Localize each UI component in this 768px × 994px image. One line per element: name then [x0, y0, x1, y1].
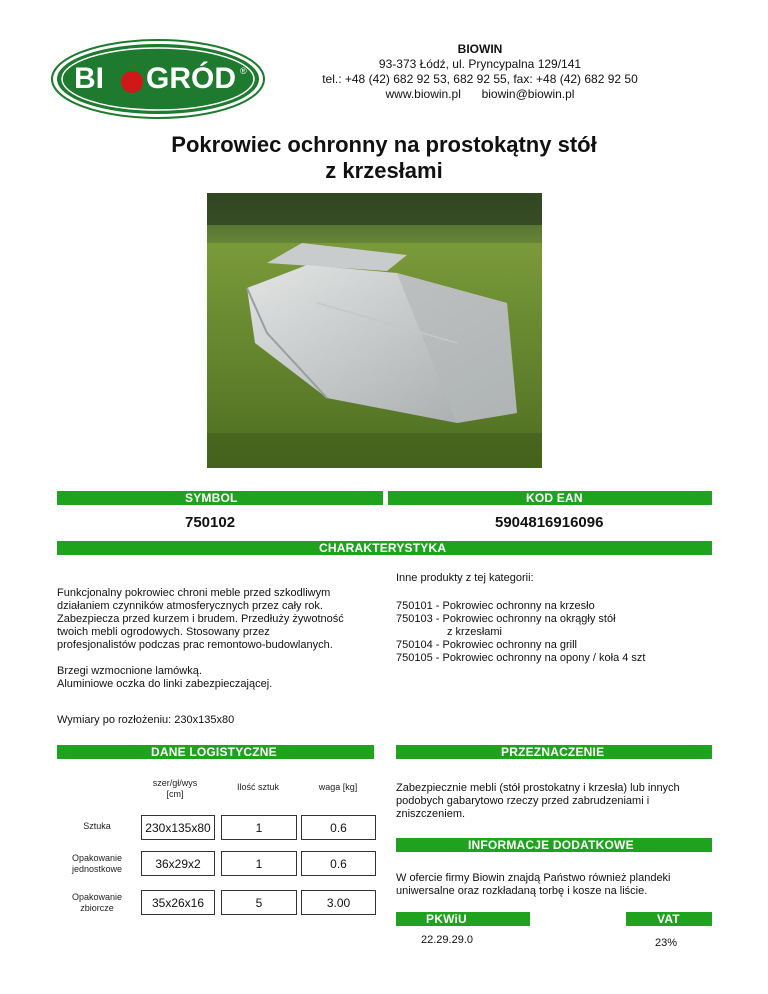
cell-weight: 0.6 [301, 815, 376, 840]
related-heading: Inne produkty z tej kategorii: [396, 572, 534, 584]
row-label: Opakowanie jednostkowe [71, 853, 123, 874]
registered-mark: ® [240, 66, 247, 76]
symbol-label: SYMBOL [185, 491, 238, 505]
logistics-header [57, 745, 374, 759]
related-item[interactable]: 750101 - Pokrowiec ochronny na krzesło [396, 600, 595, 612]
description-line: Funkcjonalny pokrowiec chroni meble przed szkodliwym [57, 587, 331, 599]
przeznaczenie-label: PRZEZNACZENIE [501, 745, 605, 759]
cell-qty: 1 [221, 815, 297, 840]
symbol-header [57, 491, 383, 505]
vat-value: 23% [655, 937, 678, 949]
info-label: INFORMACJE DODATKOWE [468, 838, 634, 852]
cell-qty: 5 [221, 890, 297, 915]
related-products [396, 572, 712, 665]
cell-weight: 0.6 [301, 851, 376, 876]
dimensions-text: Wymiary po rozłożeniu: 230x135x80 [57, 714, 235, 726]
related-item[interactable]: 750105 - Pokrowiec ochronny na opony / koła 4 szt [396, 652, 646, 664]
ean-value: 5904816916096 [495, 514, 604, 531]
description-line: działaniem czynników atmosferycznych przez cały rok. [57, 600, 323, 612]
col-weight-header: waga [kg] [318, 782, 358, 792]
description-line: profesjonalistów podczas prac remontowo-budowlanych. [57, 639, 333, 651]
ean-label: KOD EAN [526, 491, 583, 505]
cell-dims: 230x135x80 [141, 815, 215, 840]
row-label: Opakowanie zbiorcze [71, 892, 123, 913]
przeznaczenie-header [396, 745, 712, 759]
title-line-1: Pokrowiec ochronny na prostokątny stół [171, 132, 597, 157]
product-photo [207, 193, 542, 468]
company-address: 93-373 Łódź, ul. Pryncypalna 129/141 [378, 57, 582, 71]
related-item[interactable]: 750103 - Pokrowiec ochronny na okrągły stół [396, 613, 616, 625]
title-line-2: z krzesłami [325, 158, 443, 183]
row-label: Sztuka [83, 821, 111, 831]
company-email[interactable]: biowin@biowin.pl [481, 87, 575, 101]
company-website[interactable]: www.biowin.pl [385, 87, 461, 101]
description [57, 587, 387, 691]
extra-line: Aluminiowe oczka do linki zabezpieczającej. [57, 678, 273, 690]
pkwiu-value: 22.29.29.0 [421, 934, 473, 946]
col-dims-header: szer/gł/wys [cm] [152, 778, 198, 799]
info-text: W ofercie firmy Biowin znajdą Państwo również plandeki uniwersalne oraz rozkładaną torbę i kosze na liście. [396, 872, 671, 897]
symbol-value: 750102 [185, 514, 236, 531]
company-phones: tel.: +48 (42) 682 92 53, 682 92 55, fax: +48 (42) 682 92 50 [322, 72, 638, 86]
company-info [270, 42, 690, 102]
vat-header [626, 912, 712, 926]
logo-text-left: BI [74, 62, 104, 95]
cell-dims: 35x26x16 [141, 890, 215, 915]
col-qty-header: Ilość sztuk [236, 782, 279, 792]
logistics-label: DANE LOGISTYCZNE [151, 745, 277, 759]
cell-qty: 1 [221, 851, 297, 876]
info-header [396, 838, 712, 852]
related-item-continued: z krzesłami [447, 626, 503, 638]
przeznaczenie-text: Zabezpiecznie mebli (stół prostokatny i krzesła) lub innych podobych gabarytowo rzeczy przed zabrudzeniami i zniszczeniem. [396, 782, 680, 820]
logo-text-right: GRÓD [146, 62, 236, 95]
description-line: twoich mebli ogrodowych. Stosowany przez [57, 626, 270, 638]
cell-weight: 3.00 [301, 890, 376, 915]
related-item[interactable]: 750104 - Pokrowiec ochronny na grill [396, 639, 577, 651]
vat-label: VAT [657, 912, 680, 926]
pkwiu-header [396, 912, 530, 926]
charakterystyka-header [57, 541, 712, 555]
charakterystyka-label: CHARAKTERYSTYKA [319, 541, 447, 555]
extra-line: Brzegi wzmocnione lamówką. [57, 665, 202, 677]
biogrod-logo [50, 38, 266, 120]
apple-icon [121, 71, 143, 93]
company-name: BIOWIN [457, 42, 503, 56]
pkwiu-label: PKWiU [426, 912, 467, 926]
description-line: Zabezpiecza przed kurzem i brudem. Przedłuży żywotność [57, 613, 344, 625]
product-title [0, 132, 768, 184]
ean-header [388, 491, 712, 505]
cell-dims: 36x29x2 [141, 851, 215, 876]
